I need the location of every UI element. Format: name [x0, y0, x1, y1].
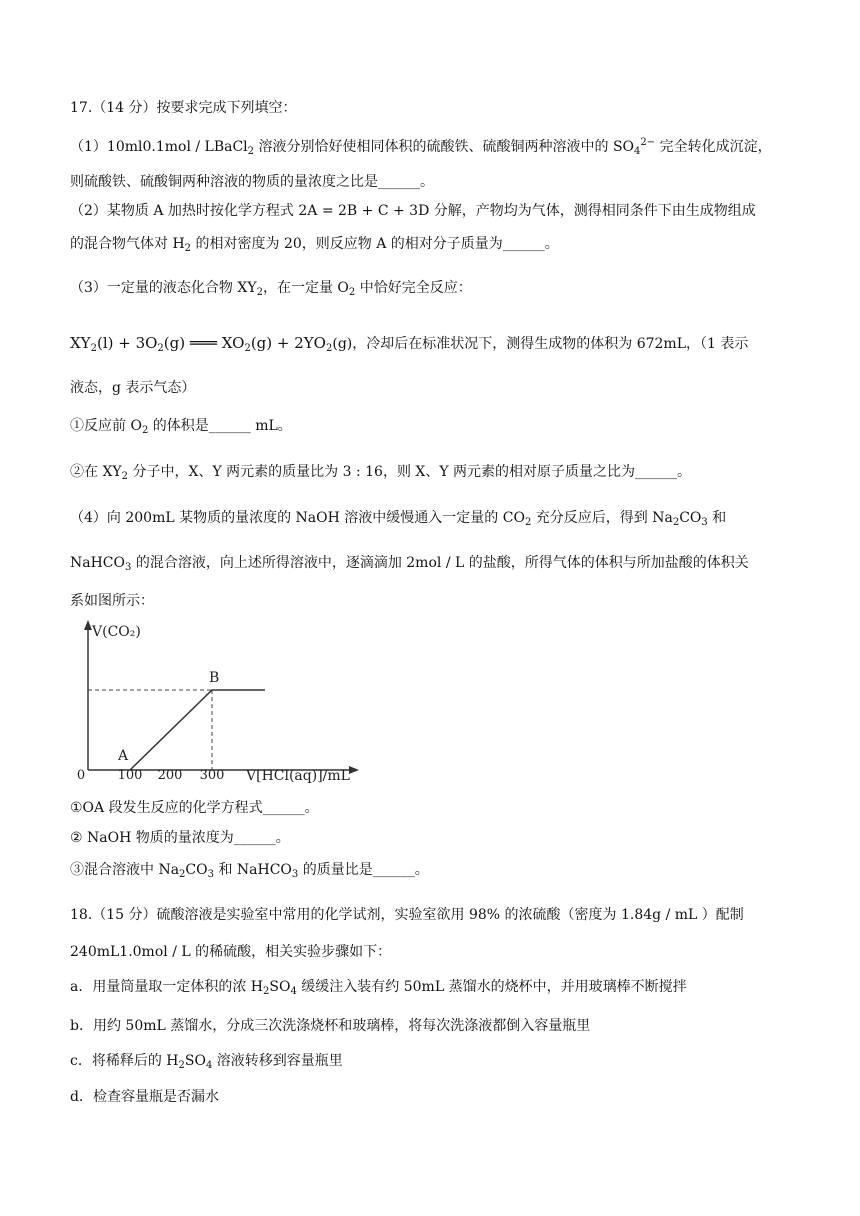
x-axis-label: V[HCl(aq)]/mL	[246, 768, 350, 784]
tick-300: 300	[199, 768, 225, 783]
q18-step-b: b．用约 50mL 蒸馏水，分成三次洗涤烧杯和玻璃棒，将每次洗涤液都倒入容量瓶里	[70, 1018, 591, 1034]
y-axis-label: V(CO₂)	[92, 624, 141, 640]
q18-line2: 240mL1.0mol / L 的稀硫酸，相关实验步骤如下：	[70, 944, 392, 960]
y-axis-arrow	[84, 620, 92, 630]
q17-part4-sub3: ③混合溶液中 $Na_2CO_3$ 和 NaHCO$_3$ 的质量比是______。	[70, 862, 429, 880]
point-a-label: A	[118, 748, 129, 764]
q18-line1: 18.（15 分）硫酸溶液是实验室中常用的化学试剂，实验室欲用 98% 的浓硫酸（密度为 1.84g / mL ）配制	[70, 907, 744, 923]
q17-part3-line1: （3）一定量的液态化合物 $XY_2$，在一定量 $O_2$ 中恰好完全反应：	[70, 280, 472, 298]
q17-part3-sub2: ②在 $XY_2$ 分子中，X、Y 两元素的质量比为 3 : 16，则 X、Y 两元素的相对原子质量之比为______。	[70, 464, 692, 482]
q17-part4-line3: 系如图所示：	[70, 593, 154, 609]
x-axis-arrow	[349, 766, 359, 774]
origin-label: 0	[76, 768, 86, 783]
tick-200: 200	[157, 768, 183, 783]
point-b-label: B	[209, 670, 220, 686]
tick-100: 100	[117, 768, 143, 783]
q17-part3-line3: 液态，g 表示气态）	[70, 380, 196, 396]
q18-step-c: c．将稀释后的 $H_2SO_4$ 溶液转移到容量瓶里	[70, 1053, 343, 1071]
q17-part4-line2: NaHCO$_3$ 的混合溶液，向上述所得溶液中，逐滴滴加 2mol / L 的盐酸，所得气体的体积与所加盐酸的体积关	[70, 555, 749, 573]
q17-part4-sub1: ①OA 段发生反应的化学方程式______。	[70, 800, 319, 816]
q17-part2-line1: （2）某物质 A 加热时按化学方程式 2A = 2B + C + 3D 分解，产物均为气体，测得相同条件下由生成物组成	[70, 203, 756, 219]
q17-part4-sub2: ② NaOH 物质的量浓度为______。	[70, 830, 290, 846]
q18-step-d: d．检查容量瓶是否漏水	[70, 1089, 219, 1105]
q17-part3-equation: $XY_2(l) + 3O_2(g)$ ═══ $XO_2(g) + 2YO_2(g)$，冷却后在标准状况下，测得生成物的体积为 672mL，（1 表示	[70, 334, 749, 354]
q17-part3-sub1: ①反应前 $O_2$ 的体积是______ mL。	[70, 418, 292, 436]
q18-step-a: a．用量筒量取一定体积的浓 $H_2SO_4$ 缓缓注入装有约 50mL 蒸馏水的烧杯中，并用玻璃棒不断搅拌	[70, 979, 687, 997]
q17-part2-line2: 的混合物气体对 $H_2$ 的相对密度为 20，则反应物 A 的相对分子质量为______。	[70, 236, 559, 254]
co2-volume-graph	[70, 618, 370, 793]
q17-part1-line2: 则硫酸铁、硫酸铜两种溶液的物质的量浓度之比是______。	[70, 174, 434, 190]
co2-curve	[130, 690, 265, 770]
q17-part4-line1: （4）向 200mL 某物质的量浓度的 NaOH 溶液中缓慢通入一定量的 $CO_2$ 充分反应后，得到 $Na_2CO_3$ 和	[70, 510, 727, 528]
q17-title: 17.（14 分）按要求完成下列填空：	[70, 100, 297, 116]
q17-part1-line1: （1）10ml0.1mol / LBaCl$_2$ 溶液分别恰好使相同体积的硫酸铁、硫酸铜两种溶液中的 $SO_4^{2-}$ 完全转化成沉淀，	[70, 137, 772, 157]
graph-svg	[70, 618, 370, 793]
